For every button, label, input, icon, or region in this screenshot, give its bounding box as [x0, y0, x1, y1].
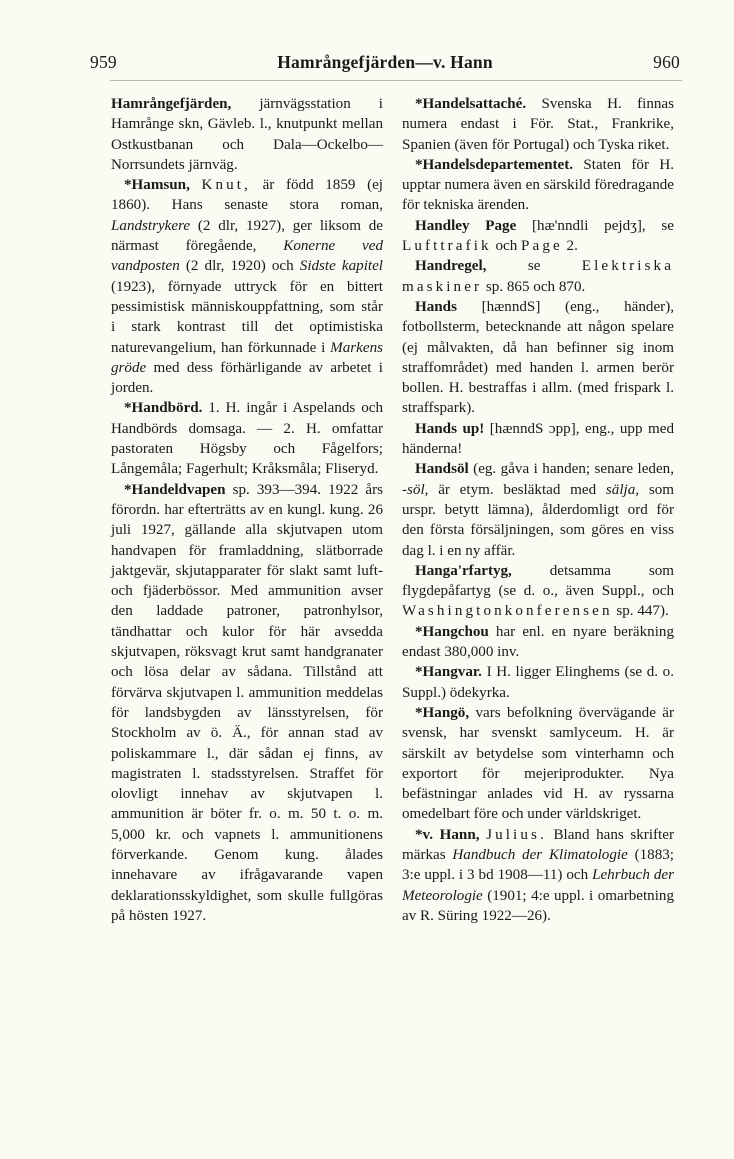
entry-handregel — [402, 256, 674, 297]
entry-body: (eg. gåva i handen; senare leden, — [468, 461, 674, 478]
entry-term: Hanga'rfartyg, — [415, 562, 512, 579]
entry-hangarfartyg — [402, 561, 674, 622]
cross-reference: Lufttrafik — [402, 238, 492, 255]
entry-body: I H. ligger Elinghems (se d. o. Suppl.) ödekyrka. — [402, 664, 674, 701]
entry-body: (2 dlr, 1920) och — [179, 258, 300, 275]
running-title: Hamrångefjärden—v. Hann — [277, 52, 493, 72]
book-title: Konerne ved vandposten — [111, 238, 384, 275]
entry-term: *Handelsdepartementet. — [415, 156, 574, 173]
entry-body: och — [491, 238, 522, 255]
entry-body: [hæ'nndli pejdʒ], se — [516, 217, 674, 234]
entry-term: Hands — [415, 298, 457, 315]
book-title: Sidste kapitel — [299, 258, 383, 275]
entry-body: sp. 447). — [612, 603, 669, 620]
entry-handbord — [111, 398, 383, 479]
entry-term: *Handeldvapen — [124, 481, 226, 498]
entry-hands — [402, 297, 674, 419]
entry-body: detsamma som flygdepåfartyg (se d. o., även Suppl., och — [402, 562, 674, 600]
entry-body: sp. 865 och 870. — [482, 278, 586, 295]
book-title: Lehrbuch der Meteorologie — [402, 867, 674, 904]
entry-body: Staten för H. upptar numera även en särskild föredragande för tekniska ärenden. — [402, 156, 674, 214]
entry-body: (1923), förnyade uttryck för en bittert pessimistisk människouppfattning, som står i stark kontrast till det optimistiska naturevangelium, han förkunnade i — [111, 278, 383, 356]
entry-hango — [402, 703, 674, 825]
entry-body: 1. H. ingår i Aspelands och Handbörds domsaga. — 2. H. omfattar pastoraten Högsby och Fågelfors; Långemåla; Fagerhult; Kråksmåla; Fliseryd. — [111, 400, 383, 478]
page-header — [90, 52, 680, 73]
entry-body: sp. 393—394. 1922 års förordn. har efterträtts av en kungl. kung. 26 juli 1927, gällande alla skjutvapen utom handvapen för framladdning, slätborrade jaktgevär, skjutapparater för slakt samt luft- och fjäderbössor. Med ammunition avser den laddade patroner, patronhylsor, tändhattar och kulor för här avsedda skjutvapen, röksvagt krut samt handgranater och lösa delar av sådana. Tillstånd att förvärva skjutvapen l. ammunition meddelas för landsbygden av länsstyrelsen, för Stockholm av ö. Ä., för annan stad av poliskammare l., där sådan ej finns, av magistraten l. stadsstyrelsen. Straffet för olovligt innehav av skjutvapen l. ammunition är böter fr. o. m. 50 t. o. m. 5,000 kr. och vapnets l. ammunitionens förverkande. Genom kung. ålades innehavare av ifrågavarande vapen deklarationsskyldighet, som skulle fullgöras på hösten 1927. — [111, 481, 383, 924]
entry-term: *v. Hann, — [415, 826, 480, 843]
entry-handsol — [402, 459, 674, 560]
header-rule — [110, 80, 682, 81]
entry-body: är född 1859 (ej 1860). Hans senaste stora roman, — [111, 177, 383, 214]
entry-term: Hands up! — [415, 420, 485, 437]
entry-body: [hænndS] (eng., händer), fotbollsterm, betecknande att någon spelare (ej målvakten, då han befinner sig inom straffområdet) med handen l. armen berör bollen. H. bestraffas i allm. (med frispark l. straffspark). — [402, 298, 674, 417]
cross-reference: Washingtonkonferensen — [402, 603, 613, 620]
italic-word: sälja, — [605, 481, 640, 498]
entry-hann — [402, 825, 674, 926]
entry-body: (1883; 3:e uppl. i 3 bd 1908—11) och — [402, 846, 674, 884]
entry-hangvar — [402, 662, 674, 703]
entry-name: Julius. — [486, 826, 547, 843]
entry-body: järnvägsstation i Hamrånge skn, Gävleb. l., knutpunkt mellan Ostkustbanan och Dala—Ockelbo—Norrsundets järnväg. — [111, 96, 383, 173]
entry-name: Knut, — [201, 177, 251, 194]
page-number-right: 960 — [653, 52, 680, 72]
entry-term: *Handbörd. — [124, 400, 203, 417]
entry-body: (2 dlr, 1927), ger liksom de närmast föregående, — [111, 217, 383, 255]
page-number-left: 959 — [90, 52, 117, 72]
entry-handeldvapen — [111, 480, 383, 927]
italic-word: -söl, — [402, 481, 429, 498]
entry-body: som urspr. betytt lämna), ålderdomligt ord för den första försäljningen, som göres en viss dag l. i en ny affär. — [402, 481, 674, 559]
entry-body: Svenska H. finnas numera endast i För. Stat., Frankrike, Spanien (även för Portugal) och Tyska riket. — [402, 96, 674, 153]
right-column — [402, 94, 674, 926]
book-title: Landstrykere — [111, 217, 191, 234]
entry-hangchou — [402, 622, 674, 663]
entry-term: Handsöl — [415, 461, 469, 478]
entry-term: Hamrångefjärden, — [111, 96, 232, 112]
entry-body: 2. — [562, 238, 578, 255]
entry-term: *Hangö, — [415, 704, 470, 721]
cross-reference: Elektriska maskiner — [402, 258, 674, 295]
entry-term: *Hamsun, — [124, 177, 190, 194]
book-title: Handbuch der Klimatologie — [452, 846, 628, 863]
entry-body: har enl. en nyare beräkning endast 380,000 inv. — [402, 623, 674, 661]
entry-handley-page — [402, 216, 674, 257]
entry-hamrangefjarden — [111, 94, 383, 175]
book-title: Markens gröde — [111, 339, 383, 376]
entry-term: Handregel, — [415, 258, 487, 275]
entry-body: Bland hans skrifter märkas — [402, 826, 674, 863]
entry-body: se — [486, 258, 582, 275]
entry-term: *Hangchou — [415, 623, 489, 640]
entry-term: Handley Page — [415, 217, 517, 234]
entry-body: (1901; 4:e uppl. i omarbetning av R. Süring 1922—26). — [402, 887, 674, 924]
entry-body: är etym. besläktad med — [428, 481, 606, 498]
entry-handelsdepartementet — [402, 155, 674, 216]
entry-body: med dess förhärligande av arbetet i jorden. — [111, 359, 383, 397]
entry-body: vars befolkning övervägande är svensk, har svenskt samlyceum. H. är särskilt av betydelse som vinterhamn och exportort för mejeriprodukter. Nya befästningar anlades vid H. av ryssarna omedelbart före och under världskriget. — [402, 704, 674, 823]
entry-term: *Hangvar. — [415, 664, 482, 681]
entry-handelsattache — [402, 94, 674, 155]
left-column — [111, 94, 383, 926]
entry-hands-up — [402, 419, 674, 460]
entry-term: *Handelsattaché. — [415, 96, 527, 112]
entry-hamsun — [111, 175, 383, 398]
cross-reference: Page — [521, 238, 563, 255]
entry-body: [hænndS ɔpp], eng., upp med händerna! — [402, 420, 674, 458]
